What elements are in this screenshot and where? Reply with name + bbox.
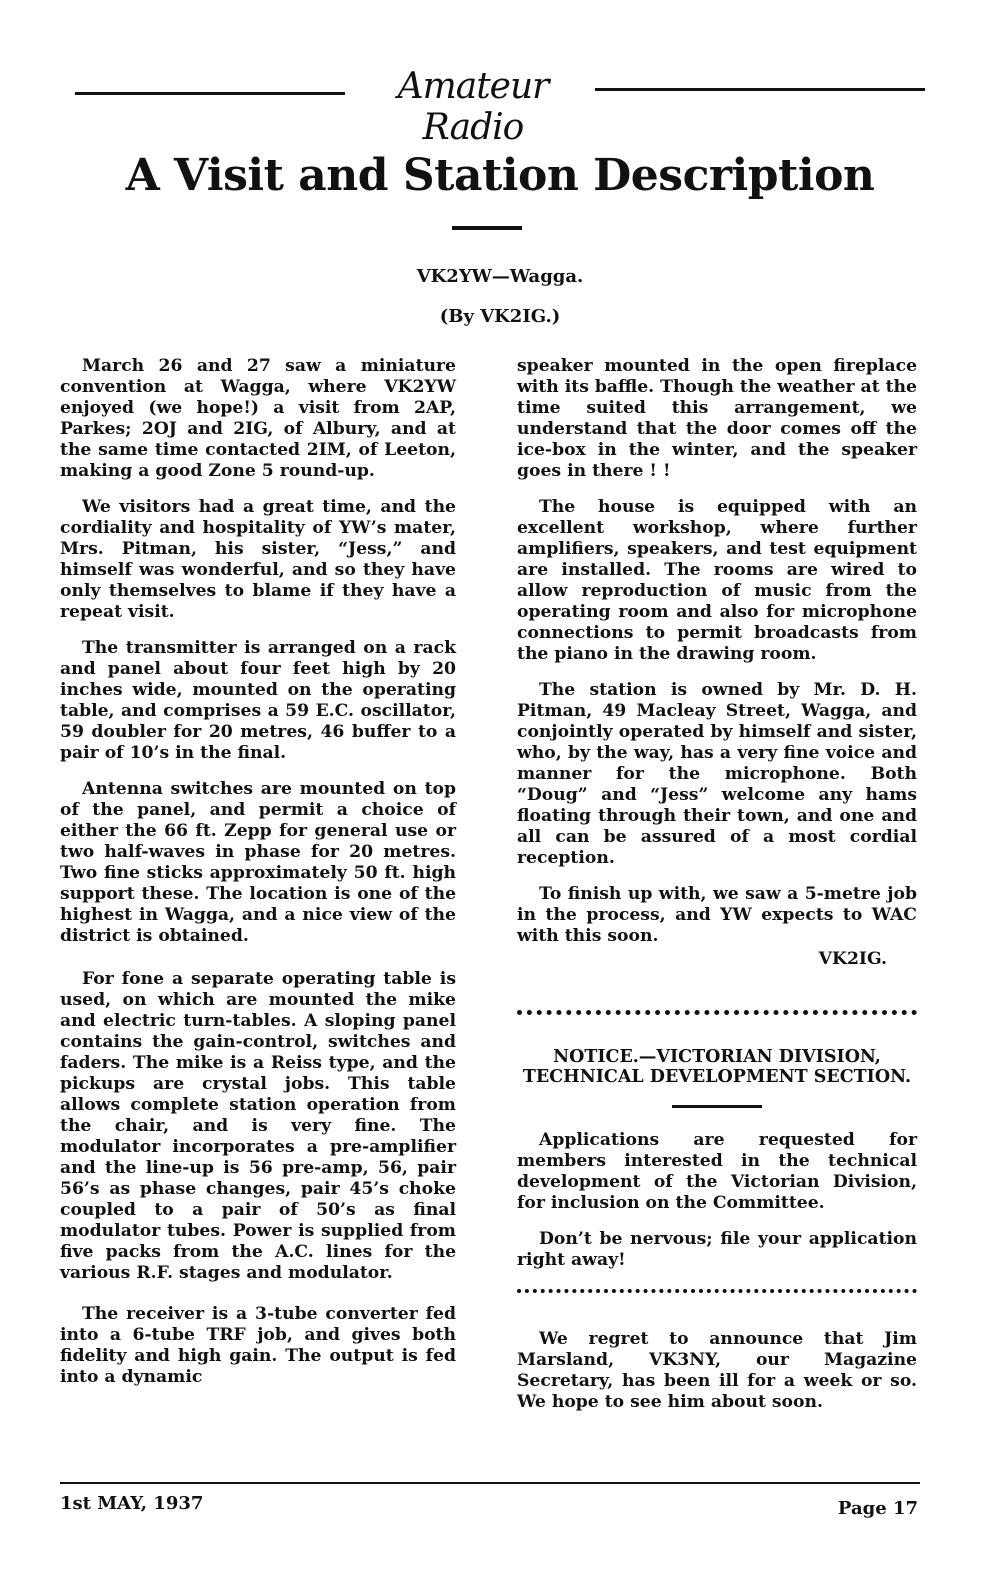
article-paragraph: For fone a separate operating table is used, on which are mounted the mike and electric turn-tables. A sloping panel contains the gain-control, switches and faders. The mike is a Reiss type, and the pickups are crystal jobs. This table allows complete station operation from the chair, and is very fine. The modulator incorporates a pre-amplifier and the line-up is 56 pre-amp, 56, pair 56’s as phase changes, pair 45’s choke coupled to a pair of 50’s as final modulator tubes. Power is supplied from five packs from the A.C. lines for the various R.F. stages and modulator.	[60, 969, 456, 1283]
notice-paragraph: Applications are requested for members interested in the technical development of the Victorian Division, for inclusion on the Committee.	[517, 1130, 917, 1213]
article-paragraph: The transmitter is arranged on a rack and panel about four feet high by 20 inches wide, mounted on the operating table, and comprises a 59 E.C. oscillator, 59 doubler for 20 metres, 46 buffer to a pair of 10’s in the final.	[60, 638, 456, 763]
article-paragraph: The receiver is a 3-tube converter fed into a 6-tube TRF job, and gives both fidelity and high gain. The output is fed into a dynamic	[60, 1304, 456, 1387]
masthead-rule-right	[595, 88, 925, 91]
article-paragraph: speaker mounted in the open fireplace with its baffle. Though the weather at the time suited this arrangement, we understand that the door comes off the ice-box in the winter, and the speaker goes in there ! !	[517, 356, 917, 481]
title-divider	[452, 226, 522, 230]
page-number: Page 17	[837, 1498, 918, 1519]
notice-divider	[672, 1105, 762, 1108]
masthead-title: Amateur Radio	[397, 66, 549, 148]
notice-heading: NOTICE.—VICTORIAN DIVISION, TECHNICAL DEVELOPMENT SECTION.	[522, 1047, 912, 1087]
right-column	[517, 356, 917, 1428]
dotted-divider	[517, 1010, 917, 1015]
article-paragraph: The house is equipped with an excellent workshop, where further amplifiers, speakers, and test equipment are installed. The rooms are wired to allow reproduction of music from the operating room and also for microphone connections to permit broadcasts from the piano in the drawing room.	[517, 497, 917, 664]
issue-date: 1st MAY, 1937	[60, 1493, 204, 1514]
article-paragraph: March 26 and 27 saw a miniature convention at Wagga, where VK2YW enjoyed (we hope!) a visit from 2AP, Parkes; 2OJ and 2IG, of Albury, and at the same time contacted 2IM, of Leeton, making a good Zone 5 round-up.	[60, 356, 456, 481]
article-title: A Visit and Station Description	[125, 150, 875, 201]
masthead-rule-left	[75, 92, 345, 95]
masthead	[75, 66, 925, 148]
article-paragraph: Antenna switches are mounted on top of the panel, and permit a choice of either the 66 ft. Zepp for general use or two half-waves in phase for 20 metres. Two fine sticks approximately 50 ft. high support these. The location is one of the highest in Wagga, and a nice view of the district is obtained.	[60, 779, 456, 946]
notice-paragraph: Don’t be nervous; file your application right away!	[517, 1229, 917, 1270]
article-byline: (By VK2IG.)	[439, 306, 561, 327]
article-paragraph: We visitors had a great time, and the cordiality and hospitality of YW’s mater, Mrs. Pitman, his sister, “Jess,” and himself was wonderful, and so they have only themselves to blame if they have a repeat visit.	[60, 497, 456, 622]
article-paragraph: The station is owned by Mr. D. H. Pitman, 49 Macleay Street, Wagga, and conjointly operated by himself and sister, who, by the way, has a very fine voice and manner for the microphone. Both “Doug” and “Jess” welcome any hams floating through their town, and one and all can be assured of a most cordial reception.	[517, 680, 917, 868]
left-column	[60, 356, 456, 1403]
article-paragraph: To finish up with, we saw a 5-metre job in the process, and YW expects to WAC with this soon.	[517, 884, 917, 946]
dotted-divider	[517, 1289, 917, 1293]
announcement-text: We regret to announce that Jim Marsland, VK3NY, our Magazine Secretary, has been ill for a week or so. We hope to see him about soon.	[517, 1329, 917, 1412]
footer-rule	[60, 1482, 920, 1484]
article-subtitle: VK2YW—Wagga.	[416, 266, 584, 287]
article-signature: VK2IG.	[818, 949, 887, 969]
